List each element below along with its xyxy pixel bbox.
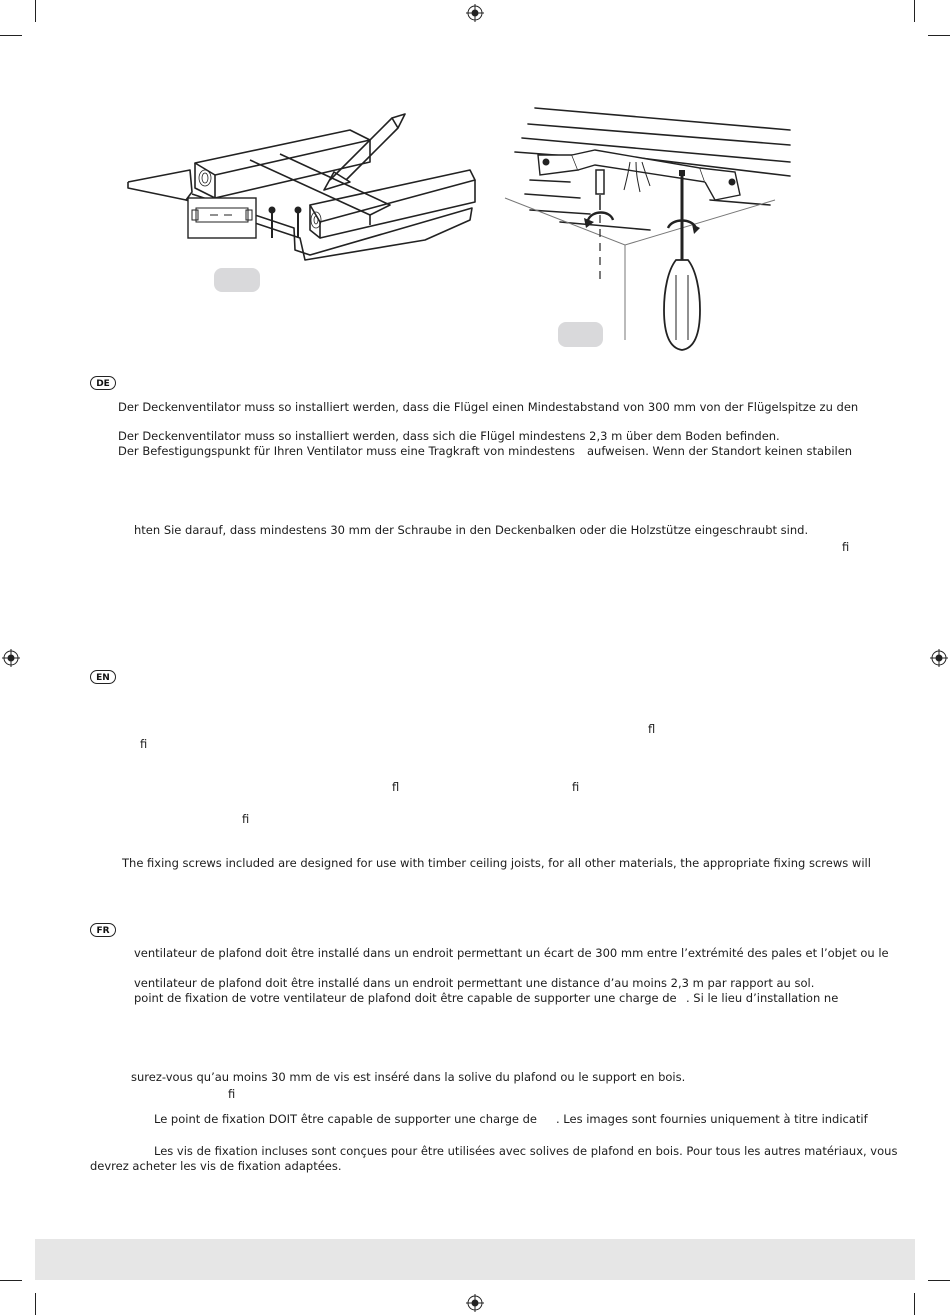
fr-line-2: ventilateur de plafond doit être installé dans un endroit permettant une distance d’au moins 2,3 m par rapport au sol. (134, 976, 815, 990)
fr-line-4: . Si le lieu d’installation ne (686, 991, 839, 1005)
figure-left-label (214, 268, 260, 292)
fr-line-6: ﬁ (228, 1087, 236, 1101)
crop-mark-bottom-right-v (914, 1293, 915, 1315)
language-badge-fr: FR (90, 923, 116, 937)
de-line-1: Der Deckenventilator muss so installiert werden, dass die Flügel einen Mindestabstand von 300 mm von der Flügelspitze zu den (118, 400, 859, 414)
footer-bar (35, 1239, 915, 1280)
crop-mark-bottom-right-h (928, 1280, 950, 1281)
en-glyph-5: ﬁ (242, 812, 250, 826)
de-line-5: hten Sie darauf, dass mindestens 30 mm der Schraube in den Deckenbalken oder die Holzstütze eingeschraubt sind. (134, 523, 809, 537)
fr-line-3: point de ﬁxation de votre ventilateur de plafond doit être capable de supporter une charge de (134, 991, 677, 1005)
joist-mounting-illustration (120, 110, 490, 290)
language-badge-en: EN (90, 670, 116, 684)
crop-mark-top-left-v (35, 0, 36, 22)
crop-mark-top-right-v (914, 0, 915, 22)
registration-mark-right-icon (930, 649, 948, 667)
registration-mark-top-icon (466, 4, 484, 22)
en-line-screws: The ﬁxing screws included are designed for use with timber ceiling joists, for all other materials, the appropriate ﬁxing screws will (122, 856, 871, 870)
registration-mark-bottom-icon (466, 1294, 484, 1312)
fr-line-7: Le point de ﬁxation DOIT être capable de supporter une charge de (154, 1112, 537, 1126)
crop-mark-top-right-h (928, 35, 950, 36)
crop-mark-top-left-h (0, 35, 22, 36)
en-glyph-4: ﬁ (572, 780, 580, 794)
crop-mark-bottom-left-h (0, 1280, 22, 1281)
language-badge-de: DE (90, 376, 116, 390)
de-line-2: Der Deckenventilator muss so installiert werden, dass sich die Flügel mindestens 2,3 m über dem Boden befinden. (118, 429, 780, 443)
registration-mark-left-icon (2, 649, 20, 667)
crop-mark-bottom-left-v (35, 1293, 36, 1315)
fr-line-5: surez-vous qu’au moins 30 mm de vis est inséré dans la solive du plafond ou le support en bois. (131, 1070, 686, 1084)
fr-line-1: ventilateur de plafond doit être installé dans un endroit permettant un écart de 300 mm entre l’extrémité des pales et l’objet ou le (134, 946, 889, 960)
de-line-4: aufweisen. Wenn der Standort keinen stabilen (587, 444, 853, 458)
fr-line-8: . Les images sont fournies uniquement à titre indicatif (556, 1112, 868, 1126)
en-glyph-3: ﬂ (392, 780, 400, 794)
en-glyph-2: ﬁ (140, 737, 148, 751)
en-glyph-1: ﬂ (648, 722, 656, 736)
bracket-screwdriver-illustration (500, 100, 800, 355)
de-line-6: ﬁ (842, 540, 850, 554)
de-line-3: Der Befestigungspunkt für Ihren Ventilator muss eine Tragkraft von mindestens (118, 444, 576, 458)
figure-right-label (558, 322, 603, 347)
fr-line-9: Les vis de ﬁxation incluses sont conçues pour être utilisées avec solives de plafond en bois. Pour tous les autres matériaux, vous (154, 1144, 898, 1158)
fr-line-10: devrez acheter les vis de ﬁxation adaptées. (90, 1159, 342, 1173)
